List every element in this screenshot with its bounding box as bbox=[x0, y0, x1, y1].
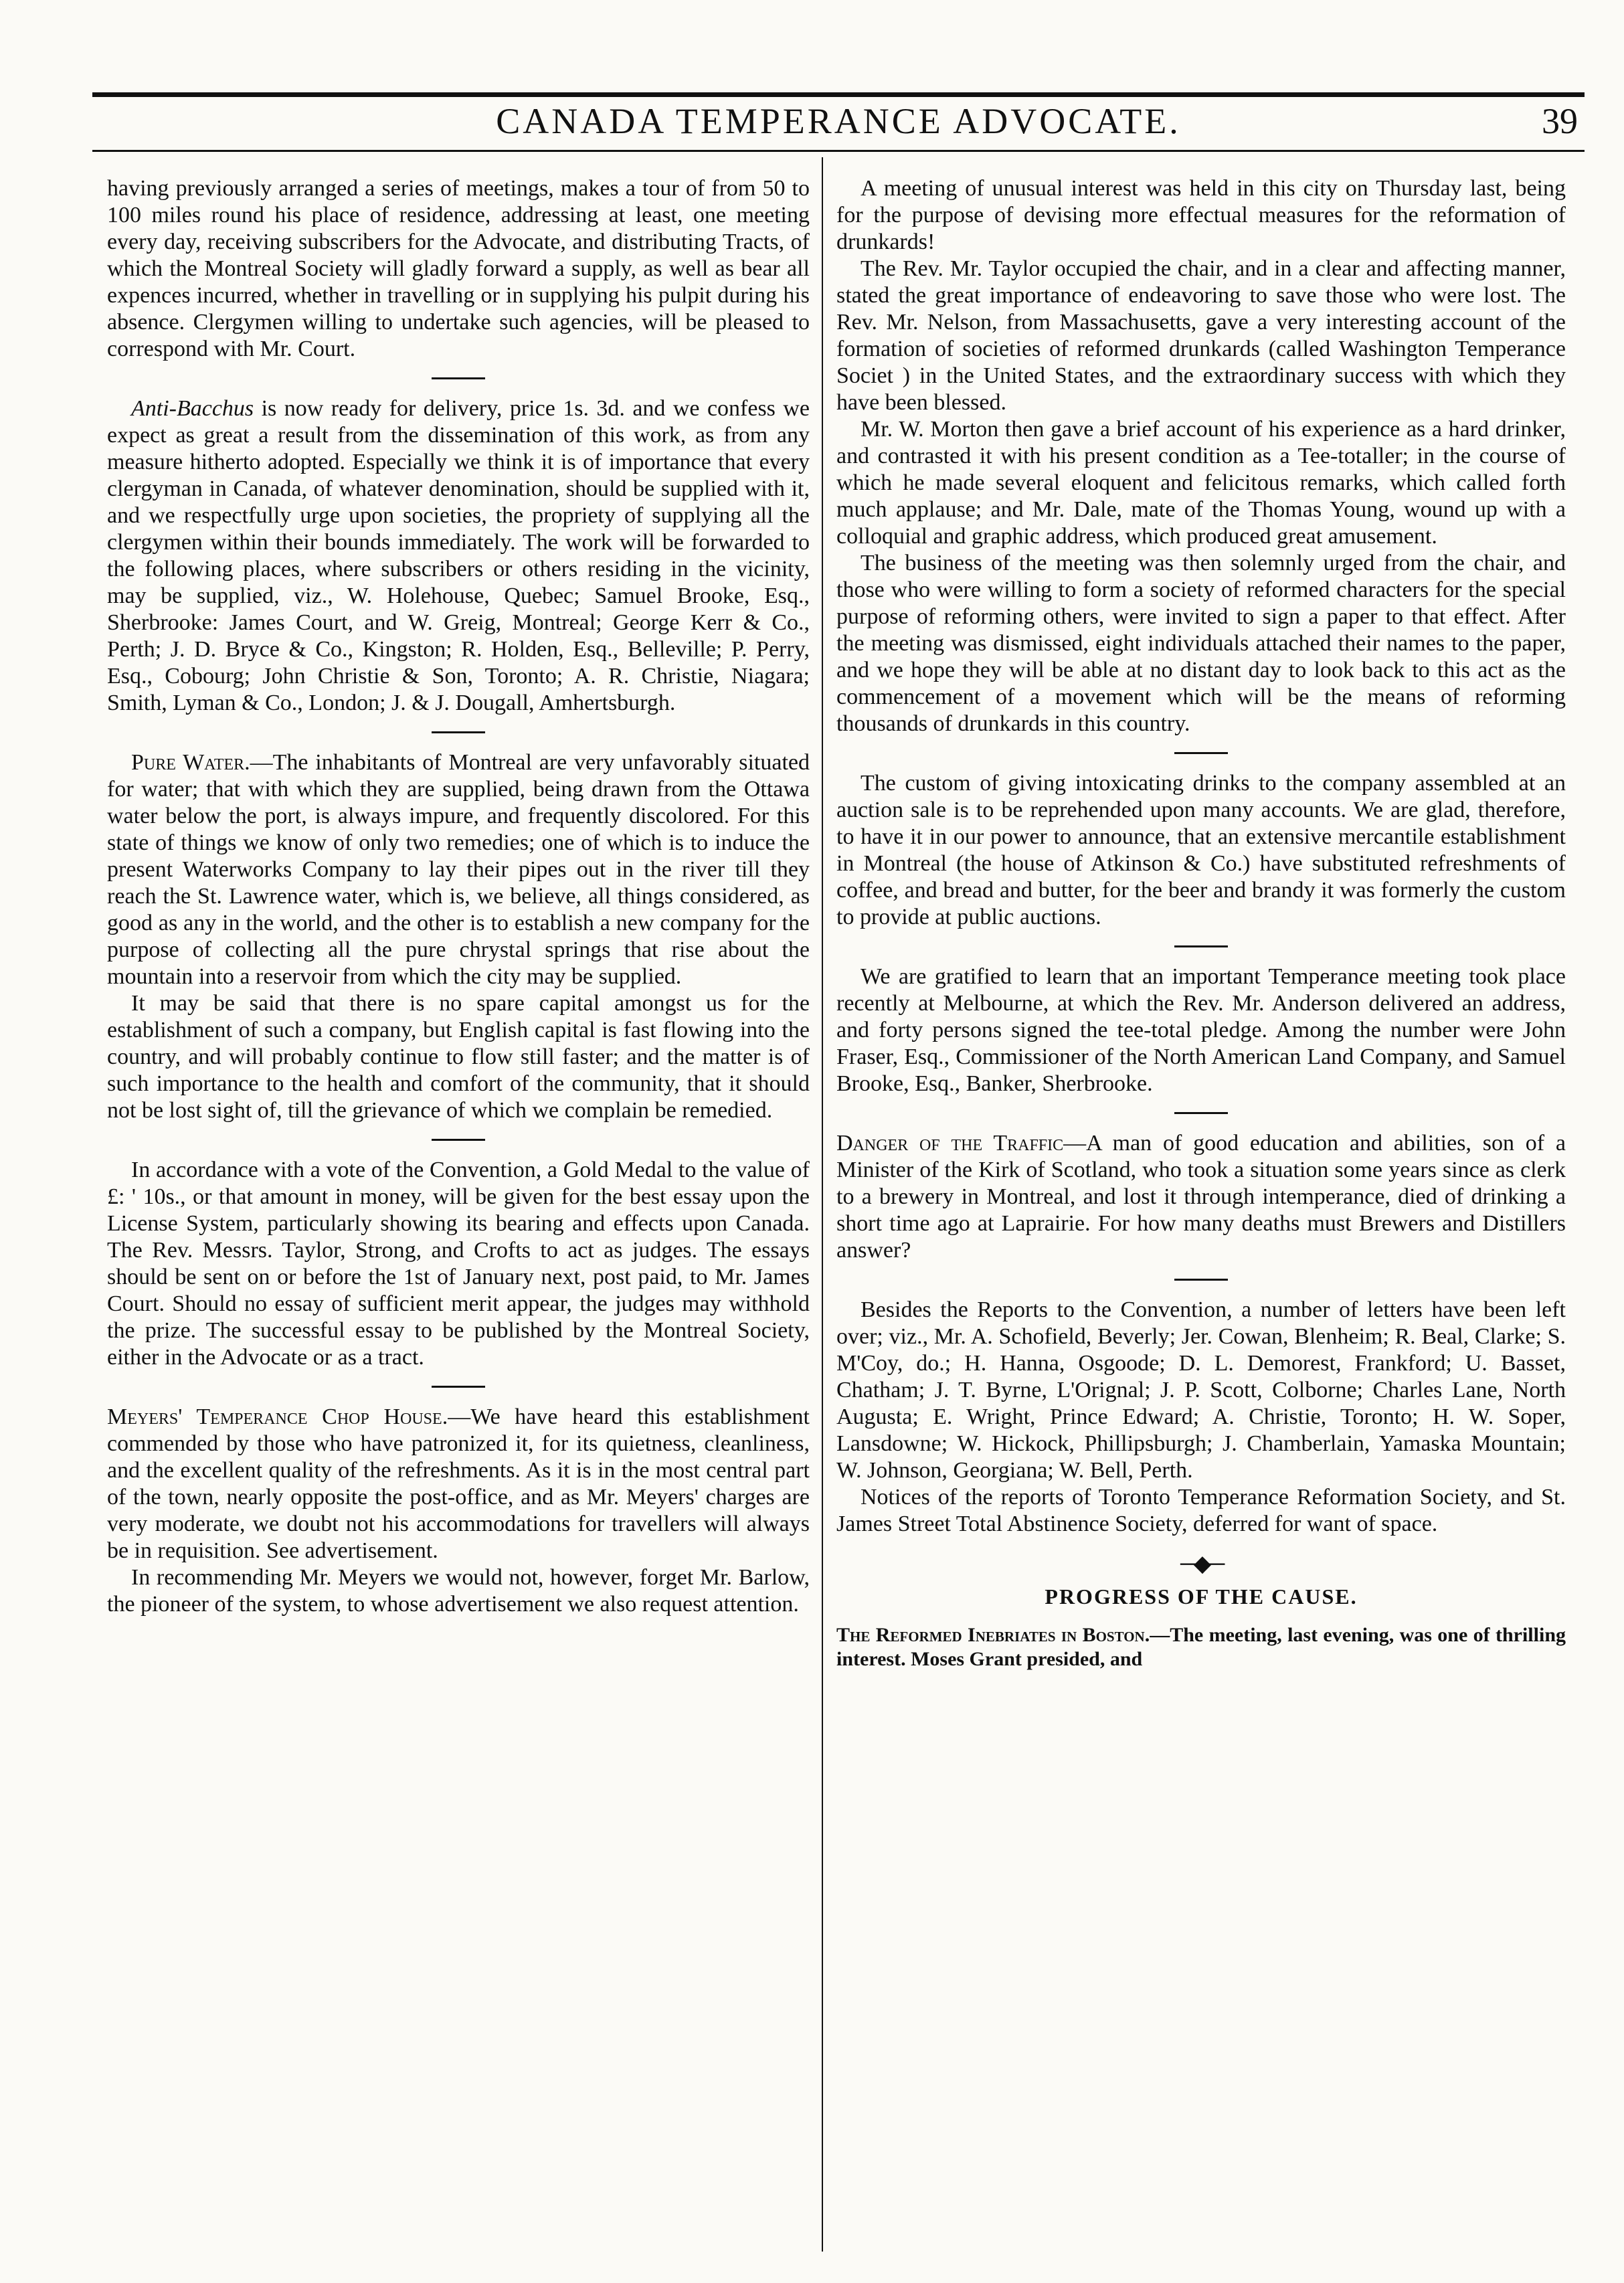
danger-text: —A man of good education and abilities, son of a Minister of the Kirk of Scotland, who took a situation some years since as clerk to a brewery in Montreal, and lost it through intemperance, died of drinking a short time ago at Laprairie. For how many deaths must Brewers and Distillers answer? bbox=[836, 1131, 1566, 1263]
notices-paragraph: Notices of the reports of Toronto Temperance Reformation Society, and St. James Street Total Abstinence Society, deferred for want of space. bbox=[836, 1485, 1566, 1536]
pure-water-title: Pure Water. bbox=[131, 750, 250, 775]
chop-house-title: Meyers' Temperance Chop House. bbox=[107, 1404, 448, 1429]
masthead-title: CANADA TEMPERANCE ADVOCATE. bbox=[496, 101, 1181, 141]
top-rule bbox=[92, 92, 1585, 97]
chop-house-text: —We have heard this establishment commended by those who have patronized it, for its quietness, cleanliness, and the excellent quality of the refreshments. As it is in the most central part of the town, nearly opposite the post-office, and as Mr. Meyers' charges are very moderate, we doubt not his accommodations for travellers will always be in requisition. See advertisement. bbox=[107, 1404, 810, 1563]
anti-bacchus-paragraph bbox=[107, 395, 810, 717]
meeting-paragraph-4: The business of the meeting was then solemnly urged from the chair, and those who were willing to form a society of reformed characters for the special purpose of reforming others, were invited to sign a paper to that effect. After the meeting was dismissed, eight individuals attached their names to the paper, and we hope they will be able at no distant day to look back to this act as the commencement of a movement which will be the means of reforming thousands of drunkards in this country. bbox=[836, 551, 1566, 736]
melbourne-paragraph: We are gratified to learn that an important Temperance meeting took place recently at Melbourne, at which the Rev. Mr. Anderson delivered an address, and forty persons signed the tee-total pledge. Among the number were John Fraser, Esq., Commissioner of the North American Land Company, and Samuel Brooke, Esq., Banker, Sherbrooke. bbox=[836, 964, 1566, 1096]
column-divider bbox=[822, 157, 823, 2252]
section-separator bbox=[432, 1139, 485, 1141]
section-separator bbox=[1174, 752, 1228, 754]
header-rule bbox=[92, 150, 1585, 152]
agency-paragraph: having previously arranged a series of meetings, makes a tour of from 50 to 100 miles round his place of residence, addressing at least, one meeting every day, receiving subscribers for the Advocate, and distributing Tracts, of which the Montreal Society will gladly forward a supply, as well as bear all expences incurred, whether in travelling or in supplying his pulpit during his absence. Clergymen willing to undertake such agencies, will be pleased to correspond with Mr. Court. bbox=[107, 176, 810, 361]
meeting-paragraph-2: The Rev. Mr. Taylor occupied the chair, and in a clear and affecting manner, stated the great importance of endeavoring to save those who were lost. The Rev. Mr. Nelson, from Massachusetts, gave a very interesting account of the formation of societies of reformed drunkards (called Washington Temperance Societ ) in the United States, and the extraordinary success with which they have been blessed. bbox=[836, 256, 1566, 415]
section-separator bbox=[1174, 945, 1228, 947]
gold-medal-paragraph: In accordance with a vote of the Convention, a Gold Medal to the value of £: ' 10s., or that amount in money, will be given for the best essay upon the License System, particularly showing its bearing and effects upon Canada. The Rev. Messrs. Taylor, Strong, and Crofts to act as judges. The essays should be sent on or before the 1st of January next, post paid, to Mr. James Court. Should no essay of sufficient merit appear, the judges may withhold the prize. The successful essay to be published by the Montreal Society, either in the Advocate or as a tract. bbox=[107, 1158, 810, 1370]
boston-title: The Reformed Inebriates in Boston. bbox=[836, 1624, 1150, 1646]
boston-paragraph bbox=[836, 1623, 1566, 1671]
auction-custom-paragraph: The custom of giving intoxicating drinks to the company assembled at an auction sale is to be reprehended upon many accounts. We are glad, therefore, to have it in our power to announce, that an extensive mercantile establishment in Montreal (the house of Atkinson & Co.) have substituted refreshments of coffee, and bread and butter, for the beer and brandy it was formerly the custom to provide at public auctions. bbox=[836, 771, 1566, 929]
pure-water-text: —The inhabitants of Montreal are very unfavorably situated for water; that with which they are supplied, being drawn from the Ottawa water below the port, is always impure, and frequently discolored. For this state of things we know of only two remedies; one of which is to induce the present Waterworks Company to lay their pipes out in the river till they reach the St. Lawrence water, which is, we believe, all things considered, as good as any in the world, and the other is to establish a new company for the purpose of collecting all the pure chrystal springs that rise about the mountain into a reservoir from which the city may be supplied. bbox=[107, 750, 810, 989]
page-header bbox=[92, 100, 1585, 147]
left-column bbox=[107, 175, 810, 2250]
boston-text: —The meeting, last evening, was one of thrilling interest. Moses Grant presided, and bbox=[836, 1624, 1566, 1670]
right-column bbox=[836, 175, 1566, 2250]
danger-paragraph bbox=[836, 1130, 1566, 1264]
chop-house-paragraph-2: In recommending Mr. Meyers we would not, however, forget Mr. Barlow, the pioneer of the system, to whose advertisement we also request attention. bbox=[107, 1565, 810, 1617]
anti-bacchus-title: Anti-Bacchus bbox=[131, 396, 254, 421]
page-number: 39 bbox=[1542, 101, 1578, 141]
meeting-paragraph-1: A meeting of unusual interest was held in this city on Thursday last, being for the purpose of devising more effectual measures for the reformation of drunkards! bbox=[836, 176, 1566, 254]
section-separator bbox=[432, 1386, 485, 1388]
section-separator bbox=[1174, 1279, 1228, 1281]
letters-paragraph: Besides the Reports to the Convention, a number of letters have been left over; viz., Mr. A. Schofield, Beverly; Jer. Cowan, Blenheim; R. Beal, Clarke; S. M'Coy, do.; H. Hanna, Osgoode; D. L. Demorest, Frankford; U. Basset, Chatham; J. T. Byrne, L'Orignal; J. P. Scott, Colborne; Charles Lane, North Augusta; E. Wright, Prince Edward; A. Christie, Toronto; H. W. Soper, Lansdowne; W. Hickock, Phillipsburgh; J. Chamberlain, Yamaska Mountain; W. Johnson, Georgiana; W. Bell, Perth. bbox=[836, 1297, 1566, 1483]
chop-house-paragraph bbox=[107, 1404, 810, 1564]
ornament-divider-icon: ─◆─ bbox=[1180, 1552, 1223, 1576]
section-separator bbox=[432, 377, 485, 379]
pure-water-paragraph-2: It may be said that there is no spare capital amongst us for the establishment of such a company, but English capital is fast flowing into the country, and will probably continue to flow still faster; and the matter is of such importance to the health and comfort of the community, that it should not be lost sight of, till the grievance of which we complain be remedied. bbox=[107, 991, 810, 1123]
section-separator bbox=[1174, 1112, 1228, 1114]
pure-water-paragraph bbox=[107, 749, 810, 990]
progress-heading: PROGRESS OF THE CAUSE. bbox=[1045, 1584, 1358, 1609]
danger-title: Danger of the Traffic bbox=[836, 1131, 1064, 1156]
section-separator bbox=[432, 731, 485, 733]
meeting-paragraph-3: Mr. W. Morton then gave a brief account of his experience as a hard drinker, and contrasted it with his present condition as a Tee-totaller; in the course of which he made several eloquent and felicitous remarks, which called forth much applause; and Mr. Dale, mate of the Thomas Young, wound up with a colloquial and graphic address, which produced great amusement. bbox=[836, 417, 1566, 549]
anti-bacchus-text: is now ready for delivery, price 1s. 3d. and we confess we expect as great a result from the dissemination of this work, as from any measure hitherto adopted. Especially we think it is of importance that every clergyman in Canada, of whatever denomination, should be supplied with it, and we respectfully urge upon societies, the propriety of supplying all the clergymen within their bounds immediately. The work will be forwarded to the following places, where subscribers or others residing in the vicinity, may be supplied, viz., W. Holehouse, Quebec; Samuel Brooke, Esq., Sherbrooke: James Court, and W. Greig, Montreal; George Kerr & Co., Perth; J. D. Bryce & Co., Kingston; R. Holden, Esq., Belleville; P. Perry, Esq., Cobourg; John Christie & Son, Toronto; A. R. Christie, Niagara; Smith, Lyman & Co., London; J. & J. Dougall, Amhertsburgh. bbox=[107, 396, 810, 715]
